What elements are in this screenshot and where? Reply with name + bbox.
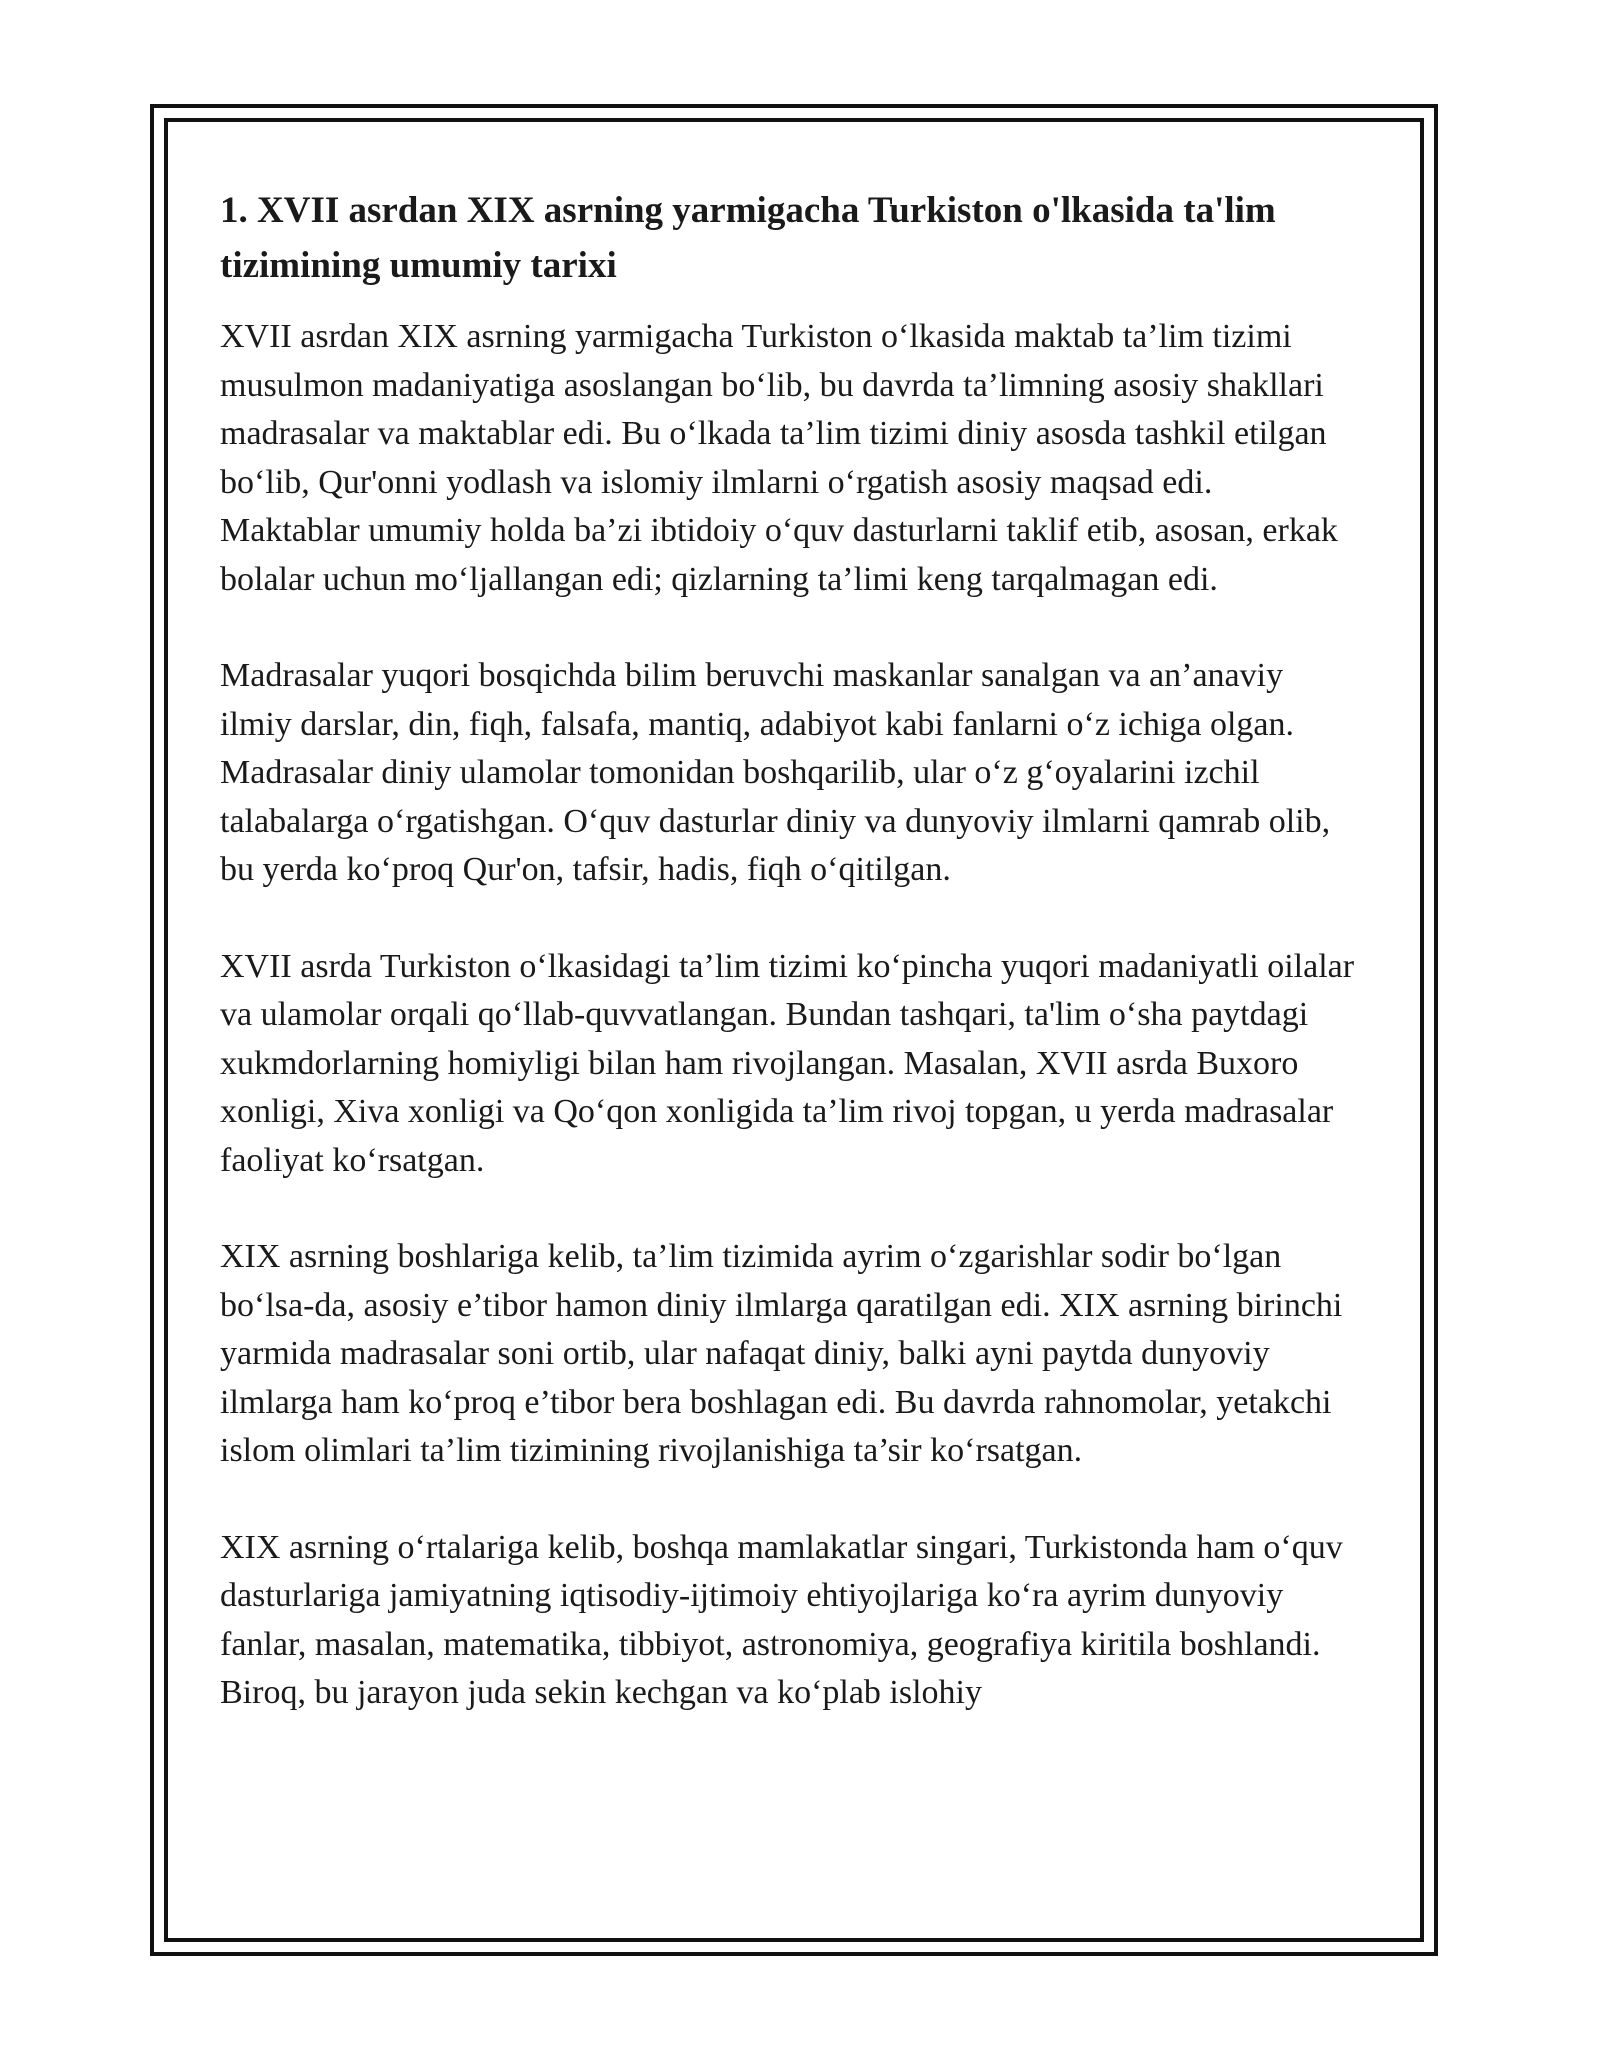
paragraph-2: Madrasalar yuqori bosqichda bilim beruvchi maskanlar sanalgan va an’anaviy ilmiy darslar, din, fiqh, falsafa, mantiq, adabiyot kabi fanlarni o‘z ichiga olgan. Madrasalar diniy ulamolar tomonidan boshqarilib, ular o‘z g‘oyalarini izchil talabalarga o‘rgatishgan. O‘quv dasturlar diniy va dunyoviy ilmlarni qamrab olib, bu yerda ko‘proq Qur'on, tafsir, hadis, fiqh o‘qitilgan. bbox=[220, 657, 1331, 888]
paragraph-5: XIX asrning o‘rtalariga kelib, boshqa mamlakatlar singari, Turkistonda ham o‘quv dasturlariga jamiyatning iqtisodiy-ijtimoiy ehtiyojlariga ko‘ra ayrim dunyoviy fanlar, masalan, matematika, tibbiyot, astronomiya, geografiya kiritila boshlandi. Biroq, bu jarayon juda sekin kechgan va ko‘plab islohiy bbox=[220, 1528, 1343, 1711]
section-heading: 1. XVII asrdan XIX asrning yarmigacha Turkiston o'lkasida ta'lim tizimining umumiy tarixi bbox=[220, 190, 1276, 286]
paragraph-1: XVII asrdan XIX asrning yarmigacha Turkiston o‘lkasida maktab ta’lim tizimi musulmon madaniyatiga asoslangan bo‘lib, bu davrda ta’limning asosiy shakllari madrasalar va maktablar edi. Bu o‘lkada ta’lim tizimi diniy asosda tashkil etilgan bo‘lib, Qur'onni yodlash va islomiy ilmlarni o‘rgatish asosiy maqsad edi. Maktablar umumiy holda ba’zi ibtidoiy o‘quv dasturlarni taklif etib, asosan, erkak bolalar uchun mo‘ljallangan edi; qizlarning ta’limi keng tarqalmagan edi. bbox=[220, 318, 1338, 598]
document-body bbox=[220, 183, 1360, 1718]
paragraph-4: XIX asrning boshlariga kelib, ta’lim tizimida ayrim o‘zgarishlar sodir bo‘lgan bo‘lsa-da, asosiy e’tibor hamon diniy ilmlarga qaratilgan edi. XIX asrning birinchi yarmida madrasalar soni ortib, ular nafaqat diniy, balki ayni paytda dunyoviy ilmlarga ham ko‘proq e’tibor bera boshlagan edi. Bu davrda rahnomolar, yetakchi islom olimlari ta’lim tizimining rivojlanishiga ta’sir ko‘rsatgan. bbox=[220, 1238, 1343, 1469]
paragraph-3: XVII asrda Turkiston o‘lkasidagi ta’lim tizimi ko‘pincha yuqori madaniyatli oilalar va ulamolar orqali qo‘llab-quvvatlangan. Bundan tashqari, ta'lim o‘sha paytdagi xukmdorlarning homiyligi bilan ham rivojlangan. Masalan, XVII asrda Buxoro xonligi, Xiva xonligi va Qo‘qon xonligida ta’lim rivoj topgan, u yerda madrasalar faoliyat ko‘rsatgan. bbox=[220, 947, 1355, 1179]
